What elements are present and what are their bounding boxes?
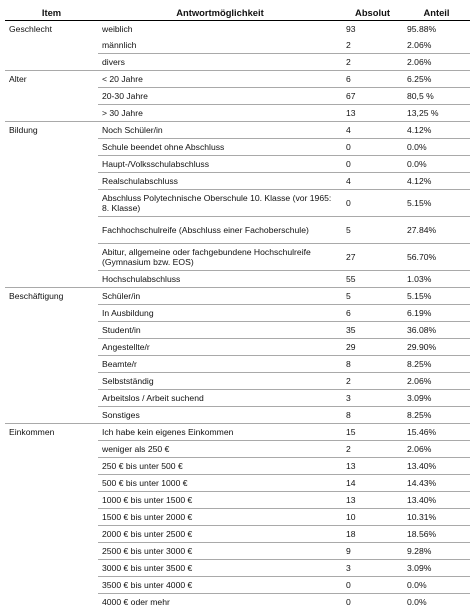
cell-option: 500 € bis unter 1000 € [98,475,342,492]
cell-option: 250 € bis unter 500 € [98,458,342,475]
cell-item [5,373,98,390]
cell-item: Bildung [5,122,98,139]
cell-item [5,156,98,173]
table-row [5,54,470,71]
cell-absolut: 0 [342,156,403,173]
table-row [5,71,470,88]
table-row [5,526,470,543]
table-row [5,458,470,475]
header-item: Item [5,5,98,21]
cell-option: Arbeitslos / Arbeit suchend [98,390,342,407]
table-container [5,5,470,610]
cell-item [5,458,98,475]
cell-option: 3500 € bis unter 4000 € [98,577,342,594]
cell-item [5,560,98,577]
table-row [5,122,470,139]
cell-item [5,88,98,105]
cell-option: Ich habe kein eigenes Einkommen [98,424,342,441]
table-row [5,407,470,424]
header-absolut: Absolut [342,5,403,21]
cell-absolut: 18 [342,526,403,543]
cell-absolut: 8 [342,407,403,424]
cell-absolut: 0 [342,594,403,610]
cell-absolut: 8 [342,356,403,373]
cell-anteil: 13,25 % [403,105,470,122]
table-row [5,509,470,526]
cell-item [5,305,98,322]
cell-absolut: 14 [342,475,403,492]
cell-option: Realschulabschluss [98,173,342,190]
cell-anteil: 5.15% [403,190,470,217]
cell-item [5,54,98,71]
cell-absolut: 4 [342,173,403,190]
cell-option: 2000 € bis unter 2500 € [98,526,342,543]
cell-absolut: 6 [342,71,403,88]
cell-anteil: 0.0% [403,594,470,610]
cell-item [5,139,98,156]
header-anteil: Anteil [403,5,470,21]
cell-anteil: 95.88% [403,21,470,38]
cell-option: < 20 Jahre [98,71,342,88]
table-row [5,373,470,390]
cell-anteil: 36.08% [403,322,470,339]
cell-item: Geschlecht [5,21,98,38]
cell-option: Abschluss Polytechnische Oberschule 10. Klasse (vor 1965: 8. Klasse) [98,190,342,217]
cell-anteil: 10.31% [403,509,470,526]
cell-option: 4000 € oder mehr [98,594,342,610]
table-row [5,190,470,217]
cell-option: weiblich [98,21,342,38]
cell-option: Schule beendet ohne Abschluss [98,139,342,156]
cell-anteil: 8.25% [403,356,470,373]
cell-anteil: 8.25% [403,407,470,424]
cell-option: Hochschulabschluss [98,271,342,288]
cell-item: Beschäftigung [5,288,98,305]
cell-item [5,543,98,560]
cell-item [5,509,98,526]
cell-anteil: 0.0% [403,577,470,594]
cell-anteil: 18.56% [403,526,470,543]
table-row [5,356,470,373]
cell-absolut: 0 [342,190,403,217]
cell-option: 20-30 Jahre [98,88,342,105]
table-row [5,105,470,122]
cell-item [5,244,98,271]
cell-option: 3000 € bis unter 3500 € [98,560,342,577]
cell-anteil: 15.46% [403,424,470,441]
cell-absolut: 13 [342,105,403,122]
table-row [5,475,470,492]
table-row [5,339,470,356]
cell-anteil: 1.03% [403,271,470,288]
cell-item [5,37,98,54]
table-row [5,288,470,305]
cell-item [5,475,98,492]
cell-absolut: 0 [342,139,403,156]
cell-absolut: 15 [342,424,403,441]
table-row [5,271,470,288]
cell-option: In Ausbildung [98,305,342,322]
cell-item [5,390,98,407]
cell-anteil: 0.0% [403,139,470,156]
table-row [5,390,470,407]
cell-option: Fachhochschulreife (Abschluss einer Fachoberschule) [98,217,342,244]
cell-anteil: 0.0% [403,156,470,173]
table-row [5,424,470,441]
cell-anteil: 2.06% [403,54,470,71]
cell-anteil: 6.19% [403,305,470,322]
cell-absolut: 2 [342,441,403,458]
cell-anteil: 4.12% [403,122,470,139]
table-row [5,441,470,458]
table-row [5,88,470,105]
header-row [5,5,470,21]
cell-absolut: 93 [342,21,403,38]
cell-item [5,594,98,610]
cell-absolut: 29 [342,339,403,356]
cell-absolut: 5 [342,288,403,305]
cell-option: männlich [98,37,342,54]
cell-absolut: 2 [342,373,403,390]
cell-option: Haupt-/Volksschulabschluss [98,156,342,173]
cell-absolut: 67 [342,88,403,105]
cell-option: Beamte/r [98,356,342,373]
cell-absolut: 9 [342,543,403,560]
table-row [5,305,470,322]
cell-anteil: 6.25% [403,71,470,88]
table-row [5,156,470,173]
cell-absolut: 13 [342,458,403,475]
table-row [5,322,470,339]
cell-absolut: 10 [342,509,403,526]
cell-absolut: 6 [342,305,403,322]
cell-anteil: 14.43% [403,475,470,492]
cell-option: Noch Schüler/in [98,122,342,139]
cell-item: Einkommen [5,424,98,441]
cell-option: divers [98,54,342,71]
cell-anteil: 56.70% [403,244,470,271]
cell-item [5,577,98,594]
cell-absolut: 27 [342,244,403,271]
cell-item [5,356,98,373]
cell-anteil: 3.09% [403,390,470,407]
cell-item [5,407,98,424]
cell-anteil: 4.12% [403,173,470,190]
table-row [5,139,470,156]
table-row [5,173,470,190]
cell-option: Student/in [98,322,342,339]
cell-item [5,190,98,217]
survey-table [5,5,470,610]
cell-item [5,339,98,356]
cell-absolut: 2 [342,54,403,71]
table-row [5,543,470,560]
table-row [5,244,470,271]
cell-absolut: 5 [342,217,403,244]
cell-item [5,526,98,543]
table-row [5,492,470,509]
cell-anteil: 2.06% [403,441,470,458]
table-row [5,560,470,577]
cell-absolut: 3 [342,390,403,407]
cell-absolut: 35 [342,322,403,339]
cell-option: > 30 Jahre [98,105,342,122]
cell-option: 1000 € bis unter 1500 € [98,492,342,509]
cell-absolut: 0 [342,577,403,594]
cell-item [5,173,98,190]
cell-item [5,492,98,509]
cell-anteil: 29.90% [403,339,470,356]
cell-absolut: 4 [342,122,403,139]
cell-anteil: 27.84% [403,217,470,244]
cell-anteil: 13.40% [403,492,470,509]
cell-option: weniger als 250 € [98,441,342,458]
cell-absolut: 13 [342,492,403,509]
cell-anteil: 2.06% [403,37,470,54]
cell-option: Schüler/in [98,288,342,305]
cell-absolut: 55 [342,271,403,288]
cell-option: Selbstständig [98,373,342,390]
cell-option: Sonstiges [98,407,342,424]
cell-option: 1500 € bis unter 2000 € [98,509,342,526]
cell-item [5,322,98,339]
cell-item [5,217,98,244]
header-option: Antwortmöglichkeit [98,5,342,21]
cell-anteil: 9.28% [403,543,470,560]
cell-anteil: 13.40% [403,458,470,475]
table-row [5,594,470,610]
cell-anteil: 80,5 % [403,88,470,105]
table-row [5,21,470,38]
table-body [5,21,470,610]
cell-anteil: 3.09% [403,560,470,577]
cell-item [5,441,98,458]
cell-item: Alter [5,71,98,88]
cell-item [5,105,98,122]
table-row [5,217,470,244]
cell-absolut: 3 [342,560,403,577]
cell-option: Abitur, allgemeine oder fachgebundene Hochschulreife (Gymnasium bzw. EOS) [98,244,342,271]
cell-option: Angestellte/r [98,339,342,356]
cell-anteil: 5.15% [403,288,470,305]
cell-option: 2500 € bis unter 3000 € [98,543,342,560]
cell-anteil: 2.06% [403,373,470,390]
table-row [5,37,470,54]
cell-item [5,271,98,288]
cell-absolut: 2 [342,37,403,54]
table-row [5,577,470,594]
